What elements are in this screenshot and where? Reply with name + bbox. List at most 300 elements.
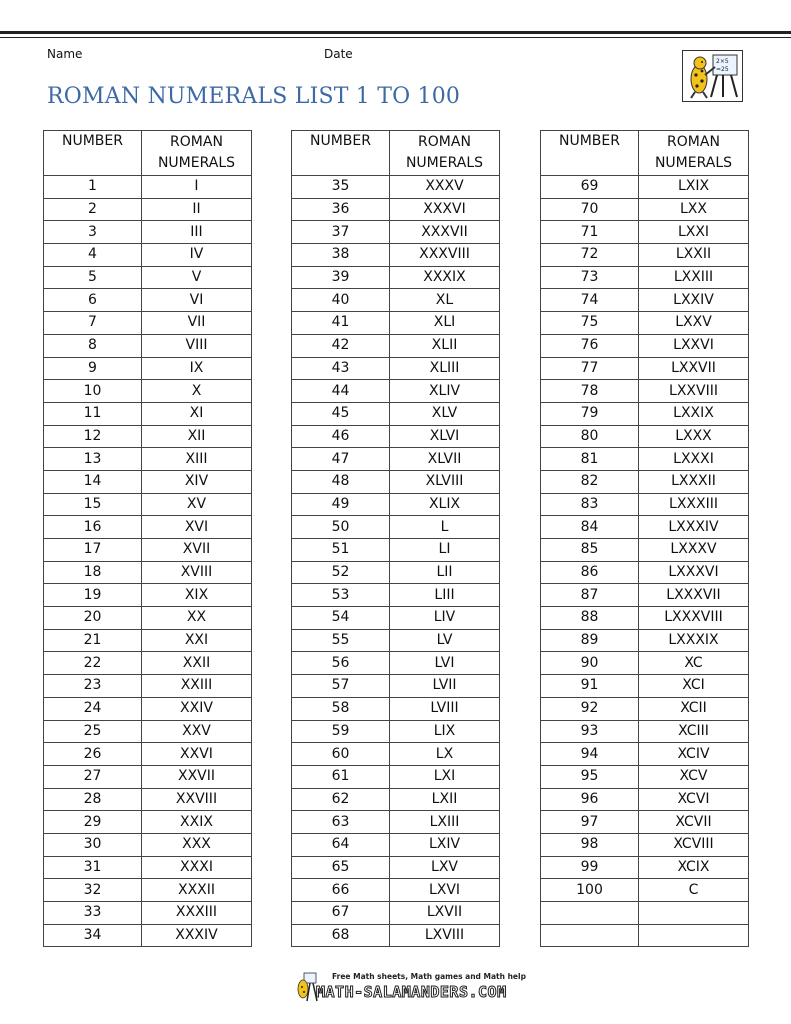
table-row [292, 924, 500, 947]
roman-numeral-cell: V [142, 266, 252, 289]
number-cell: 98 [541, 833, 639, 856]
table-row [44, 470, 252, 493]
roman-numeral-cell: XI [142, 402, 252, 425]
number-cell: 99 [541, 856, 639, 879]
table-row [292, 266, 500, 289]
number-cell: 58 [292, 697, 390, 720]
table-row [44, 380, 252, 403]
number-cell: 61 [292, 765, 390, 788]
number-cell: 57 [292, 675, 390, 698]
roman-numeral-cell: XLV [390, 402, 500, 425]
number-cell: 48 [292, 470, 390, 493]
number-cell: 41 [292, 312, 390, 335]
footer-tagline: Free Math sheets, Math games and Math help [332, 972, 526, 981]
roman-column-header [142, 131, 252, 176]
table-row [541, 607, 749, 630]
number-cell: 37 [292, 221, 390, 244]
table-row [292, 675, 500, 698]
number-cell: 17 [44, 539, 142, 562]
number-cell: 91 [541, 675, 639, 698]
roman-numeral-cell: LXXVII [639, 357, 749, 380]
number-cell: 52 [292, 561, 390, 584]
roman-numeral-cell: XXXIV [142, 924, 252, 947]
table-row [292, 289, 500, 312]
number-cell: 34 [44, 924, 142, 947]
roman-numeral-cell: VII [142, 312, 252, 335]
number-column-header [44, 131, 142, 176]
table-row [44, 176, 252, 199]
number-cell: 35 [292, 176, 390, 199]
number-cell: 30 [44, 833, 142, 856]
number-cell: 89 [541, 629, 639, 652]
number-cell: 21 [44, 629, 142, 652]
roman-numeral-cell [639, 924, 749, 947]
table-row [541, 289, 749, 312]
roman-numeral-cell: LII [390, 561, 500, 584]
table-row [292, 448, 500, 471]
roman-numeral-cell: LXXXIX [639, 629, 749, 652]
table-row [292, 221, 500, 244]
number-cell: 10 [44, 380, 142, 403]
name-label: Name [47, 47, 83, 61]
roman-numeral-cell: LVII [390, 675, 500, 698]
table-row [292, 470, 500, 493]
roman-numeral-cell: LX [390, 743, 500, 766]
table-header-row [44, 131, 252, 176]
number-cell: 73 [541, 266, 639, 289]
table-row [44, 652, 252, 675]
table-row [541, 720, 749, 743]
number-cell: 95 [541, 765, 639, 788]
table-row [541, 176, 749, 199]
table-row [292, 697, 500, 720]
table-row [292, 629, 500, 652]
number-cell: 74 [541, 289, 639, 312]
number-cell: 86 [541, 561, 639, 584]
roman-numeral-cell: X [142, 380, 252, 403]
roman-numeral-cell: XV [142, 493, 252, 516]
table-row [44, 697, 252, 720]
table-row [292, 539, 500, 562]
table-row [541, 244, 749, 267]
roman-numeral-cell: XXIII [142, 675, 252, 698]
number-cell: 69 [541, 176, 639, 199]
footer [296, 970, 526, 1004]
number-cell: 27 [44, 765, 142, 788]
roman-table-1 [43, 130, 252, 947]
top-rule-thin [0, 37, 791, 38]
number-cell: 6 [44, 289, 142, 312]
table-row [541, 448, 749, 471]
table-row [541, 765, 749, 788]
number-cell: 25 [44, 720, 142, 743]
table-row [292, 561, 500, 584]
table-row [44, 357, 252, 380]
number-cell: 7 [44, 312, 142, 335]
table-row [541, 924, 749, 947]
number-cell: 1 [44, 176, 142, 199]
roman-column-header [390, 131, 500, 176]
table-row [292, 765, 500, 788]
roman-numeral-cell: XIV [142, 470, 252, 493]
roman-numeral-cell: IX [142, 357, 252, 380]
number-cell: 42 [292, 334, 390, 357]
number-cell: 43 [292, 357, 390, 380]
table-row [44, 924, 252, 947]
number-header-label: NUMBER [559, 133, 620, 149]
number-cell: 84 [541, 516, 639, 539]
table-row [541, 697, 749, 720]
roman-numeral-cell: XXXV [390, 176, 500, 199]
date-label: Date [324, 47, 353, 61]
roman-numeral-cell: XIX [142, 584, 252, 607]
number-cell: 47 [292, 448, 390, 471]
table-row [44, 607, 252, 630]
number-cell: 15 [44, 493, 142, 516]
svg-text:2×5: 2×5 [716, 58, 729, 65]
number-cell: 23 [44, 675, 142, 698]
roman-numeral-cell: VIII [142, 334, 252, 357]
roman-numeral-cell: LXXXI [639, 448, 749, 471]
table-row [44, 539, 252, 562]
salamander-with-math-board-icon [682, 50, 743, 102]
table-row [44, 425, 252, 448]
number-cell: 8 [44, 334, 142, 357]
number-cell: 93 [541, 720, 639, 743]
roman-header-label-line1: ROMAN [667, 134, 720, 150]
roman-numeral-cell: C [639, 879, 749, 902]
number-cell: 55 [292, 629, 390, 652]
table-row [292, 584, 500, 607]
roman-numeral-cell: XLIV [390, 380, 500, 403]
number-column-header [541, 131, 639, 176]
table-row [44, 675, 252, 698]
roman-numeral-cell: LXII [390, 788, 500, 811]
roman-numeral-cell: LXXXVIII [639, 607, 749, 630]
table-row [292, 879, 500, 902]
number-cell: 45 [292, 402, 390, 425]
table-row [541, 198, 749, 221]
roman-numeral-cell: LXXV [639, 312, 749, 335]
roman-header-label-line1: ROMAN [170, 134, 223, 150]
table-row [44, 266, 252, 289]
table-row [541, 493, 749, 516]
number-cell: 81 [541, 448, 639, 471]
roman-numeral-cell: XCVIII [639, 833, 749, 856]
number-cell: 2 [44, 198, 142, 221]
roman-numeral-cell: LXV [390, 856, 500, 879]
roman-numeral-cell: XXXVII [390, 221, 500, 244]
roman-numeral-cell: XL [390, 289, 500, 312]
number-cell: 28 [44, 788, 142, 811]
roman-numeral-cell: LXVII [390, 902, 500, 925]
table-row [292, 607, 500, 630]
table-row [292, 198, 500, 221]
number-cell: 36 [292, 198, 390, 221]
roman-numeral-cell: XLVII [390, 448, 500, 471]
number-cell: 39 [292, 266, 390, 289]
roman-header-label-line2: NUMERALS [405, 155, 484, 171]
number-cell: 75 [541, 312, 639, 335]
number-cell: 38 [292, 244, 390, 267]
roman-numeral-cell: XCIV [639, 743, 749, 766]
table-row [292, 833, 500, 856]
roman-numeral-cell: LXVI [390, 879, 500, 902]
table-row [541, 402, 749, 425]
roman-numeral-cell: XCIX [639, 856, 749, 879]
roman-numeral-cell: XXIX [142, 811, 252, 834]
roman-numeral-cell: XCVII [639, 811, 749, 834]
roman-header-label-line2: NUMERALS [654, 155, 733, 171]
roman-numeral-cell: XCII [639, 697, 749, 720]
roman-numeral-cell: LXXI [639, 221, 749, 244]
table-row [292, 244, 500, 267]
roman-numeral-cell: XCIII [639, 720, 749, 743]
roman-numeral-cell: XLIII [390, 357, 500, 380]
table-row [541, 221, 749, 244]
number-cell: 60 [292, 743, 390, 766]
number-cell: 11 [44, 402, 142, 425]
number-cell [541, 924, 639, 947]
number-cell: 92 [541, 697, 639, 720]
number-cell: 77 [541, 357, 639, 380]
number-cell: 78 [541, 380, 639, 403]
number-cell: 87 [541, 584, 639, 607]
roman-numeral-cell: LXIX [639, 176, 749, 199]
roman-numeral-cell: LXXXIV [639, 516, 749, 539]
table-row [292, 334, 500, 357]
number-cell: 22 [44, 652, 142, 675]
table-row [44, 879, 252, 902]
roman-numeral-cell: LXX [639, 198, 749, 221]
roman-numeral-cell: XXVIII [142, 788, 252, 811]
roman-numeral-cell: XXII [142, 652, 252, 675]
roman-numeral-cell: LXXIX [639, 402, 749, 425]
table-row [44, 289, 252, 312]
table-row [541, 266, 749, 289]
roman-numeral-cell: XXXVI [390, 198, 500, 221]
number-cell: 85 [541, 539, 639, 562]
roman-numeral-cell: LXIV [390, 833, 500, 856]
roman-numeral-cell: LXVIII [390, 924, 500, 947]
roman-numeral-cell: XXX [142, 833, 252, 856]
table-row [44, 856, 252, 879]
number-cell: 82 [541, 470, 639, 493]
table-row [541, 584, 749, 607]
table-row [292, 357, 500, 380]
table-row [44, 902, 252, 925]
table-row [541, 357, 749, 380]
roman-table-2 [291, 130, 500, 947]
table-row [292, 902, 500, 925]
roman-numeral-cell: XIII [142, 448, 252, 471]
number-cell: 76 [541, 334, 639, 357]
table-row [44, 743, 252, 766]
number-cell: 96 [541, 788, 639, 811]
roman-numeral-cell: XVI [142, 516, 252, 539]
table-row [44, 221, 252, 244]
roman-numeral-cell: XXVI [142, 743, 252, 766]
number-cell: 50 [292, 516, 390, 539]
footer-site-logo: MATH-SALAMANDERS.COM [316, 983, 507, 1001]
roman-numeral-cell: XXI [142, 629, 252, 652]
table-row [292, 811, 500, 834]
table-row [44, 720, 252, 743]
number-cell: 88 [541, 607, 639, 630]
roman-header-label-line2: NUMERALS [157, 155, 236, 171]
number-cell: 59 [292, 720, 390, 743]
number-cell: 83 [541, 493, 639, 516]
table-row [44, 629, 252, 652]
roman-numeral-cell: LXXXII [639, 470, 749, 493]
table-row [292, 380, 500, 403]
number-cell: 46 [292, 425, 390, 448]
roman-numeral-cell: LXXVI [639, 334, 749, 357]
number-cell: 29 [44, 811, 142, 834]
roman-numeral-cell: LIX [390, 720, 500, 743]
roman-numeral-cell: XCVI [639, 788, 749, 811]
roman-numeral-cell: III [142, 221, 252, 244]
number-cell: 54 [292, 607, 390, 630]
number-cell: 14 [44, 470, 142, 493]
roman-numeral-cell: XXXI [142, 856, 252, 879]
table-header-row [292, 131, 500, 176]
table-row [44, 765, 252, 788]
roman-numeral-cell: LXXVIII [639, 380, 749, 403]
number-cell: 56 [292, 652, 390, 675]
roman-numeral-cell: XLIX [390, 493, 500, 516]
number-cell [541, 902, 639, 925]
number-cell: 26 [44, 743, 142, 766]
table-row [44, 334, 252, 357]
number-cell: 51 [292, 539, 390, 562]
roman-numeral-cell: LXI [390, 765, 500, 788]
roman-numeral-cell: LXXXVII [639, 584, 749, 607]
number-cell: 3 [44, 221, 142, 244]
table-row [541, 516, 749, 539]
number-cell: 63 [292, 811, 390, 834]
number-cell: 67 [292, 902, 390, 925]
roman-numeral-cell: XLVIII [390, 470, 500, 493]
number-column-header [292, 131, 390, 176]
roman-numeral-cell: LXXX [639, 425, 749, 448]
table-row [541, 629, 749, 652]
number-header-label: NUMBER [310, 133, 371, 149]
number-cell: 12 [44, 425, 142, 448]
roman-numeral-cell: LVIII [390, 697, 500, 720]
number-cell: 13 [44, 448, 142, 471]
number-cell: 90 [541, 652, 639, 675]
number-cell: 49 [292, 493, 390, 516]
top-rule [0, 31, 791, 34]
roman-numeral-cell: LXXXIII [639, 493, 749, 516]
table-row [44, 402, 252, 425]
roman-numeral-cell: LIV [390, 607, 500, 630]
table-row [292, 788, 500, 811]
roman-numeral-cell: XII [142, 425, 252, 448]
roman-numeral-cell: II [142, 198, 252, 221]
svg-text:=25: =25 [716, 66, 729, 73]
roman-numeral-cell: LV [390, 629, 500, 652]
number-cell: 100 [541, 879, 639, 902]
roman-table-3 [540, 130, 749, 947]
roman-numeral-cell: LXXXVI [639, 561, 749, 584]
number-cell: 68 [292, 924, 390, 947]
table-row [292, 652, 500, 675]
roman-numeral-cell: XVIII [142, 561, 252, 584]
roman-numeral-cell: XCV [639, 765, 749, 788]
page-title: ROMAN NUMERALS LIST 1 TO 100 [47, 84, 461, 109]
table-row [44, 811, 252, 834]
number-cell: 19 [44, 584, 142, 607]
number-cell: 31 [44, 856, 142, 879]
table-row [44, 244, 252, 267]
table-row [541, 334, 749, 357]
number-cell: 20 [44, 607, 142, 630]
table-row [541, 879, 749, 902]
number-cell: 44 [292, 380, 390, 403]
number-cell: 4 [44, 244, 142, 267]
table-row [44, 493, 252, 516]
table-row [541, 539, 749, 562]
table-row [44, 312, 252, 335]
table-row [44, 448, 252, 471]
roman-numeral-cell: L [390, 516, 500, 539]
roman-numeral-cell: XXVII [142, 765, 252, 788]
number-cell: 64 [292, 833, 390, 856]
roman-numeral-cell: LXXXV [639, 539, 749, 562]
roman-numeral-cell: XLVI [390, 425, 500, 448]
number-cell: 80 [541, 425, 639, 448]
roman-numeral-cell: LXXIII [639, 266, 749, 289]
number-header-label: NUMBER [62, 133, 123, 149]
number-cell: 24 [44, 697, 142, 720]
table-row [44, 788, 252, 811]
table-row [292, 516, 500, 539]
table-row [44, 198, 252, 221]
roman-numeral-cell: XXXII [142, 879, 252, 902]
roman-column-header [639, 131, 749, 176]
roman-numeral-cell: XC [639, 652, 749, 675]
table-row [292, 743, 500, 766]
roman-numeral-cell: LXXIV [639, 289, 749, 312]
number-cell: 94 [541, 743, 639, 766]
table-row [44, 584, 252, 607]
number-cell: 5 [44, 266, 142, 289]
number-cell: 40 [292, 289, 390, 312]
table-row [292, 425, 500, 448]
roman-numeral-cell: LVI [390, 652, 500, 675]
number-cell: 79 [541, 402, 639, 425]
roman-numeral-cell: XX [142, 607, 252, 630]
number-cell: 65 [292, 856, 390, 879]
table-header-row [541, 131, 749, 176]
table-row [541, 788, 749, 811]
roman-numeral-cell: LIII [390, 584, 500, 607]
table-row [541, 470, 749, 493]
table-row [541, 380, 749, 403]
roman-numeral-cell: LXXII [639, 244, 749, 267]
table-row [292, 312, 500, 335]
table-row [44, 833, 252, 856]
table-row [541, 675, 749, 698]
table-row [541, 561, 749, 584]
number-cell: 62 [292, 788, 390, 811]
roman-numeral-cell: XCI [639, 675, 749, 698]
table-row [292, 856, 500, 879]
table-row [292, 493, 500, 516]
number-cell: 70 [541, 198, 639, 221]
